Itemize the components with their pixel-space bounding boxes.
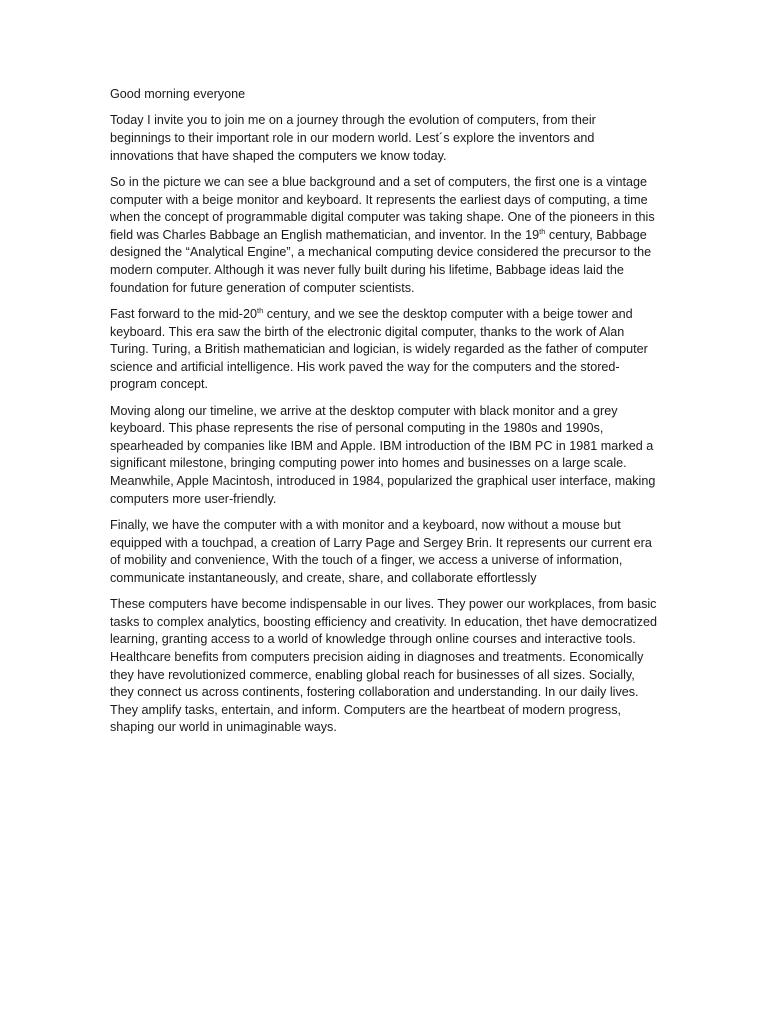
turing-text-part1: Fast forward to the mid-20 xyxy=(110,306,257,321)
superscript-th: th xyxy=(257,305,264,315)
conclusion-paragraph: These computers have become indispensable in our lives. They power our workplaces, from basic tasks to complex analytics, boosting efficiency and creativity. In education, thet have democratized learning, granting access to a world of knowledge through online courses and interactive tools. Healthcare benefits from computers precision aiding in diagnoses and treatments. Economically they have revolutionized commerce, enabling global reach for businesses of all sizes. Socially, they connect us across continents, fostering collaboration and understanding. In our daily lives. They amplify tasks, entertain, and inform. Computers are the heartbeat of modern progress, shaping our world in unimaginable ways. xyxy=(110,597,657,735)
turing-paragraph xyxy=(110,306,658,394)
document-body xyxy=(110,86,658,746)
babbage-text-part2: century, Babbage designed the “Analytical Engine”, a mechanical computing device considered the precursor to the modern computer. Although it was never fully built during his lifetime, Babbage ideas laid the foundation for future generation of computer scientists. xyxy=(110,227,652,295)
greeting-paragraph: Good morning everyone xyxy=(110,87,246,101)
turing-text-part2: century, and we see the desktop computer with a beige tower and keyboard. This era saw the birth of the electronic digital computer, thanks to the work of Alan Turing. Turing, a British mathematician and logician, is widely regarded as the father of computer science and artificial intelligence. His work paved the way for the computers and the stored-program concept. xyxy=(110,306,648,392)
intro-paragraph: Today I invite you to join me on a journey through the evolution of computers, from their beginnings to their important role in our modern world. Lest´s explore the inventors and innovations that have shaped the computers we know today. xyxy=(110,113,596,163)
babbage-text-part1: So in the picture we can see a blue background and a set of computers, the first one is a vintage computer with a beige monitor and keyboard. It represents the earliest days of computing, a time when the concept of programmable digital computer was taking shape. One of the pioneers in this field was Charles Babbage an English mathematician, and inventor. In the 19 xyxy=(110,174,655,242)
personal-computing-paragraph: Moving along our timeline, we arrive at the desktop computer with black monitor and a grey keyboard. This phase represents the rise of personal computing in the 1980s and 1990s, spearheaded by companies like IBM and Apple. IBM introduction of the IBM PC in 1981 marked a significant milestone, bringing computing power into homes and businesses on a large scale. Meanwhile, Apple Macintosh, introduced in 1984, popularized the graphical user interface, making computers more user-friendly. xyxy=(110,403,656,506)
modern-era-paragraph: Finally, we have the computer with a with monitor and a keyboard, now without a mouse but equipped with a touchpad, a creation of Larry Page and Sergey Brin. It represents our current era of mobility and convenience, With the touch of a finger, we access a universe of information, communicate instantaneously, and create, share, and collaborate effortlessly xyxy=(110,518,652,585)
superscript-th: th xyxy=(539,226,546,236)
babbage-paragraph xyxy=(110,174,658,297)
